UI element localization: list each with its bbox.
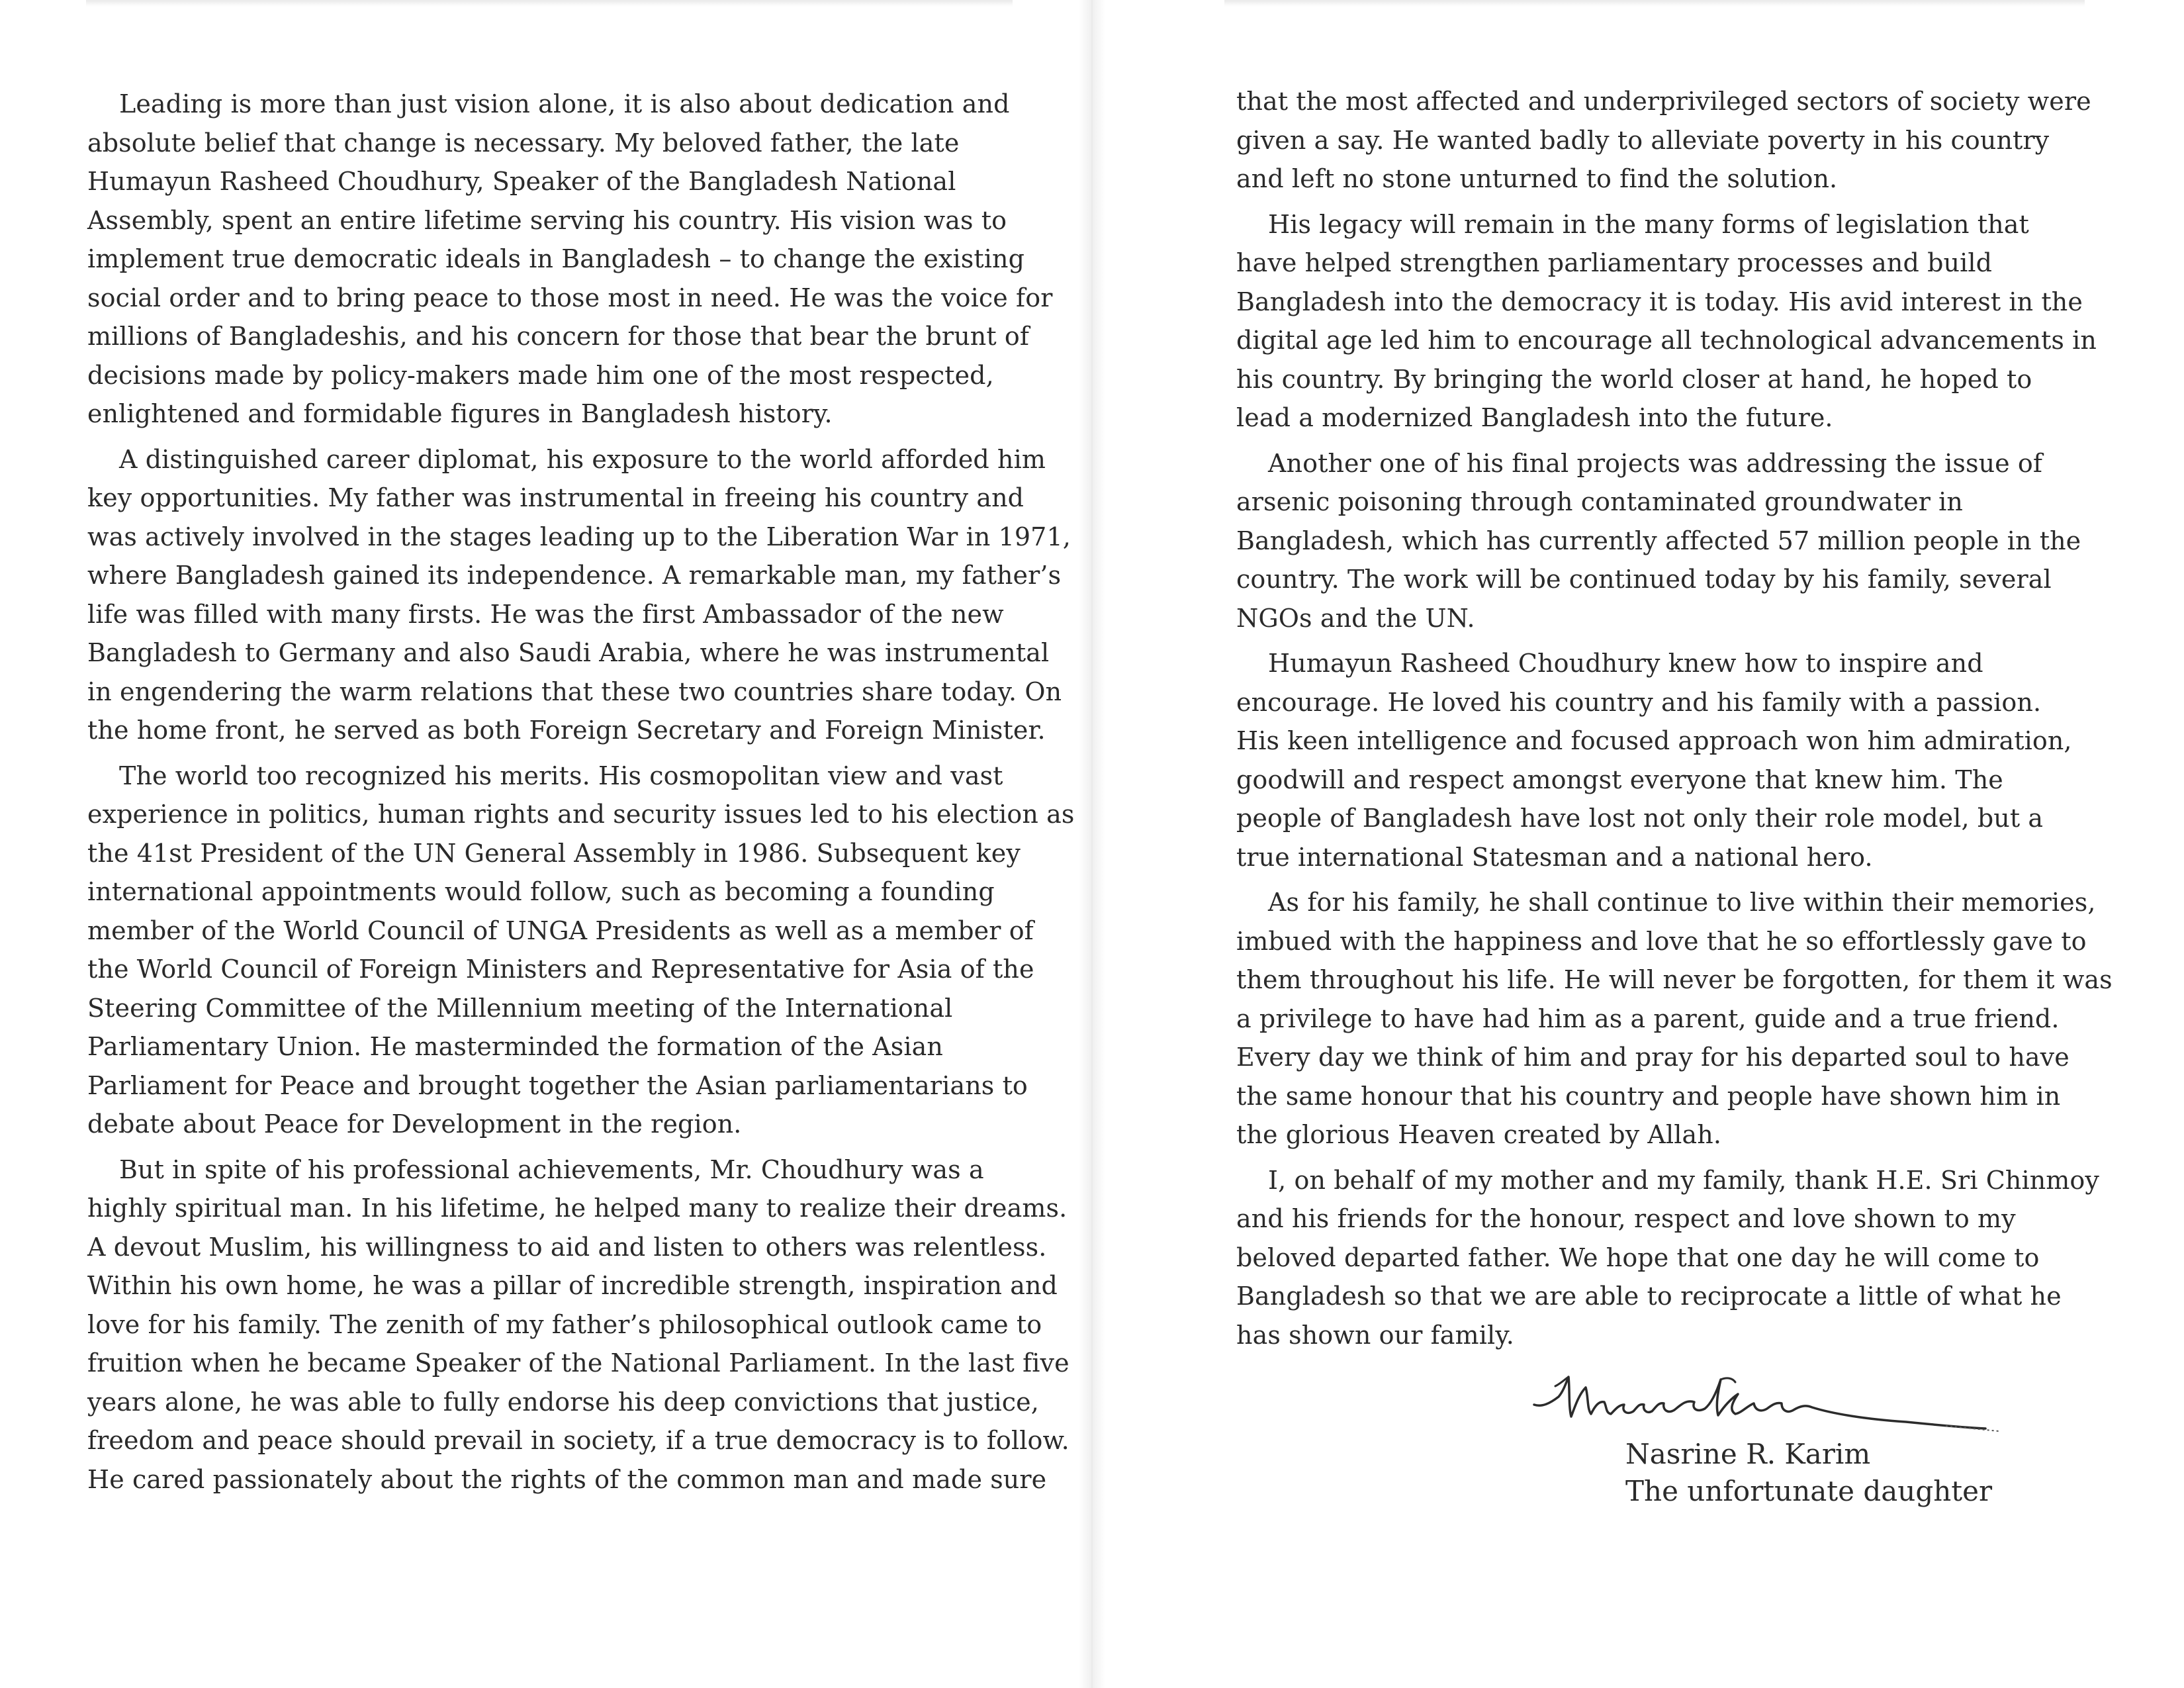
text-line: the same honour that his country and people have shown him in: [1236, 1081, 2061, 1111]
text-line: Assembly, spent an entire lifetime serving his country. His vision was to: [87, 205, 1007, 235]
paragraph: [1236, 1161, 2099, 1355]
text-line: highly spiritual man. In his lifetime, he helped many to realize their dreams.: [87, 1194, 1068, 1223]
text-line: international appointments would follow, such as becoming a founding: [87, 877, 995, 906]
text-line: His keen intelligence and focused approach won him admiration,: [1236, 726, 2072, 755]
text-line: enlightened and formidable figures in Bangladesh history.: [87, 399, 833, 428]
right-text-column: [1236, 82, 2113, 1361]
text-line: Humayun Rasheed Choudhury knew how to inspire and: [1268, 649, 1983, 678]
text-line: Another one of his final projects was addressing the issue of: [1268, 448, 2043, 478]
text-line: people of Bangladesh have lost not only their role model, but a: [1236, 804, 2044, 833]
left-text-column: [87, 85, 1075, 1505]
top-edge-shadow: [86, 0, 1013, 7]
text-line: in engendering the warm relations that these two countries share today. On: [87, 677, 1062, 706]
paragraph: [1236, 82, 2091, 199]
text-line: key opportunities. My father was instrumental in freeing his country and: [87, 483, 1024, 512]
text-line: NGOs and the UN.: [1236, 603, 1475, 633]
text-line: millions of Bangladeshis, and his concern for those that bear the brunt of: [87, 322, 1030, 351]
text-line: years alone, he was able to fully endorse his deep convictions that justice,: [87, 1387, 1039, 1417]
text-line: absolute belief that change is necessary. My beloved father, the late: [87, 128, 960, 158]
text-line: His legacy will remain in the many forms of legislation that: [1268, 209, 2029, 239]
text-line: Parliament for Peace and brought together the Asian parliamentarians to: [87, 1070, 1028, 1100]
text-line: Steering Committee of the Millennium meeting of the International: [87, 993, 953, 1023]
text-line: debate about Peace for Development in the region.: [87, 1109, 742, 1139]
text-line: social order and to bring peace to those most in need. He was the voice for: [87, 283, 1053, 312]
text-line: As for his family, he shall continue to live within their memories,: [1268, 888, 2096, 917]
handwritten-signature: [1522, 1350, 2025, 1450]
text-line: the 41st President of the UN General Assembly in 1986. Subsequent key: [87, 838, 1021, 868]
text-line: his country. By bringing the world closer at hand, he hoped to: [1236, 364, 2032, 394]
paragraph: [1236, 883, 2113, 1154]
paragraph: [87, 440, 1071, 750]
text-line: that the most affected and underprivileged sectors of society were: [1236, 87, 2091, 116]
text-line: love for his family. The zenith of my father’s philosophical outlook came to: [87, 1309, 1042, 1339]
text-line: Bangladesh so that we are able to reciprocate a little of what he: [1236, 1282, 2062, 1311]
text-line: digital age led him to encourage all technological advancements in: [1236, 326, 2097, 355]
text-line: the home front, he served as both Foreign Secretary and Foreign Minister.: [87, 716, 1046, 745]
text-line: beloved departed father. We hope that one day he will come to: [1236, 1243, 2040, 1272]
paragraph: [1236, 444, 2081, 638]
text-line: He cared passionately about the rights of the common man and made sure: [87, 1464, 1047, 1494]
text-line: goodwill and respect amongst everyone that knew him. The: [1236, 765, 2003, 794]
paragraph: [1236, 205, 2097, 438]
text-line: a privilege to have had him as a parent, guide and a true friend.: [1236, 1004, 2060, 1033]
text-line: where Bangladesh gained its independence. A remarkable man, my father’s: [87, 561, 1062, 590]
paragraph: [87, 757, 1075, 1144]
text-line: Parliamentary Union. He masterminded the formation of the Asian: [87, 1032, 943, 1061]
text-line: the World Council of Foreign Ministers and Representative for Asia of the: [87, 955, 1034, 984]
signatory-role: The unfortunate daughter: [1625, 1475, 1993, 1507]
paragraph: [87, 85, 1053, 434]
text-line: true international Statesman and a national hero.: [1236, 842, 1873, 872]
text-line: Bangladesh to Germany and also Saudi Arabia, where he was instrumental: [87, 638, 1050, 667]
signatory-name: Nasrine R. Karim: [1625, 1438, 1871, 1470]
text-line: imbued with the happiness and love that he so effortlessly gave to: [1236, 926, 2087, 956]
text-line: implement true democratic ideals in Bangladesh – to change the existing: [87, 244, 1024, 273]
text-line: and left no stone unturned to find the solution.: [1236, 164, 1838, 193]
text-line: Humayun Rasheed Choudhury, Speaker of the Bangladesh National: [87, 167, 956, 196]
page-gutter: [1079, 0, 1105, 1688]
text-line: member of the World Council of UNGA Presidents as well as a member of: [87, 915, 1034, 945]
text-line: Every day we think of him and pray for his departed soul to have: [1236, 1043, 2070, 1072]
top-edge-shadow-right: [1224, 0, 2085, 7]
text-line: But in spite of his professional achievements, Mr. Choudhury was a: [119, 1154, 984, 1184]
text-line: Within his own home, he was a pillar of incredible strength, inspiration and: [87, 1271, 1058, 1300]
text-line: Leading is more than just vision alone, it is also about dedication and: [119, 89, 1010, 118]
text-line: decisions made by policy-makers made him one of the most respected,: [87, 360, 994, 390]
text-line: Bangladesh into the democracy it is today. His avid interest in the: [1236, 287, 2083, 316]
text-line: the glorious Heaven created by Allah.: [1236, 1120, 1721, 1149]
text-line: fruition when he became Speaker of the National Parliament. In the last five: [87, 1348, 1069, 1378]
text-line: A devout Muslim, his willingness to aid and listen to others was relentless.: [87, 1232, 1047, 1262]
text-line: country. The work will be continued today by his family, several: [1236, 565, 2052, 594]
text-line: encourage. He loved his country and his family with a passion.: [1236, 687, 2042, 717]
text-line: given a say. He wanted badly to alleviate poverty in his country: [1236, 125, 2050, 155]
paragraph: [87, 1150, 1069, 1499]
text-line: A distinguished career diplomat, his exposure to the world afforded him: [119, 444, 1046, 474]
text-line: was actively involved in the stages leading up to the Liberation War in 1971,: [87, 522, 1071, 551]
text-line: have helped strengthen parliamentary processes and build: [1236, 248, 1993, 277]
text-line: lead a modernized Bangladesh into the future.: [1236, 403, 1833, 432]
signature-block: [1522, 1350, 2025, 1523]
text-line: life was filled with many firsts. He was the first Ambassador of the new: [87, 599, 1004, 629]
text-line: experience in politics, human rights and security issues led to his election as: [87, 800, 1075, 829]
text-line: The world too recognized his merits. His cosmopolitan view and vast: [119, 761, 1003, 790]
text-line: Bangladesh, which has currently affected 57 million people in the: [1236, 526, 2081, 555]
text-line: them throughout his life. He will never be forgotten, for them it was: [1236, 965, 2113, 994]
text-line: has shown our family.: [1236, 1320, 1514, 1350]
text-line: I, on behalf of my mother and my family, thank H.E. Sri Chinmoy: [1268, 1165, 2099, 1195]
text-line: arsenic poisoning through contaminated groundwater in: [1236, 487, 1963, 516]
paragraph: [1236, 644, 2072, 876]
text-line: freedom and peace should prevail in society, if a true democracy is to follow.: [87, 1426, 1069, 1455]
text-line: and his friends for the honour, respect and love shown to my: [1236, 1204, 2016, 1233]
